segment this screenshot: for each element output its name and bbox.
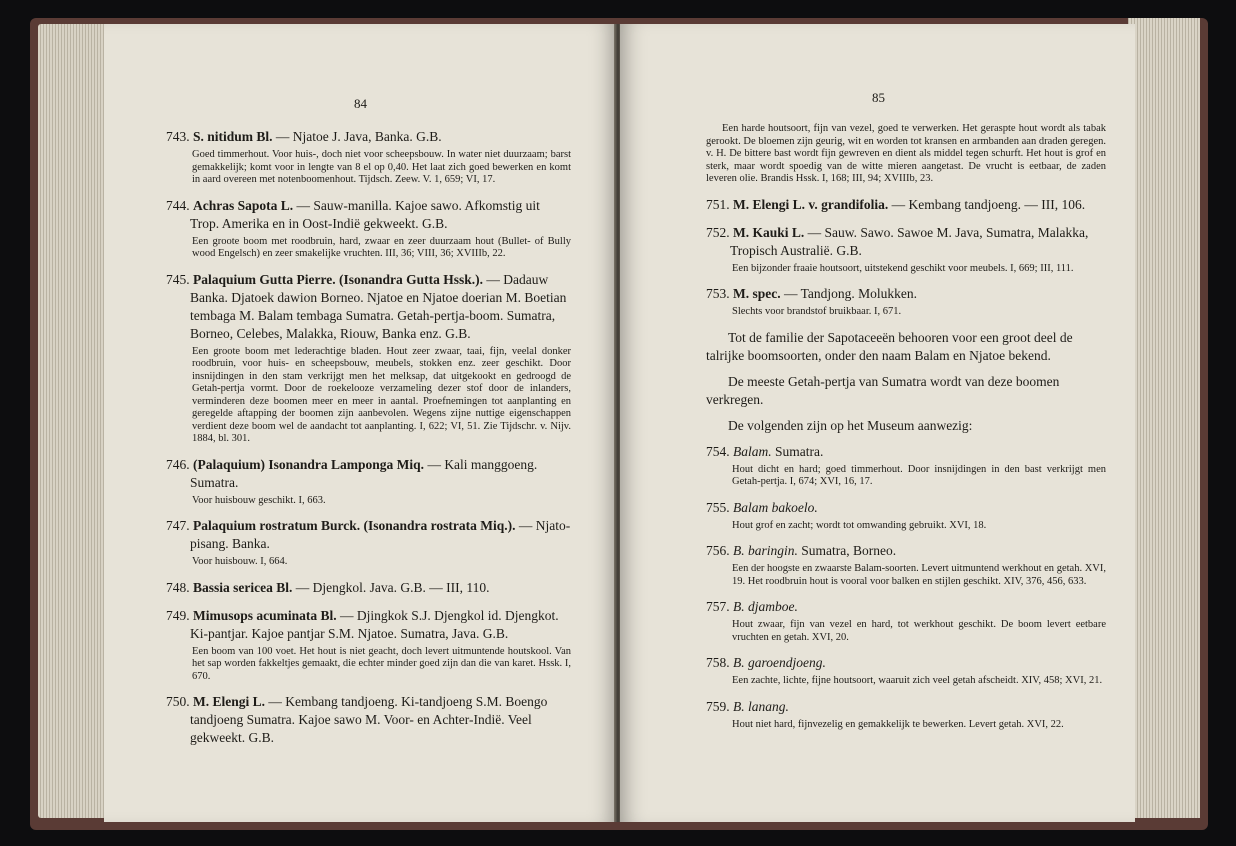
entry-note: Een boom van 100 voet. Het hout is niet geacht, doch levert uitmuntende houtskool. Van het sap worden fakkeltjes gemaakt, die echter minder goed zijn dan die van karet. Hssk. I, 670. <box>192 645 571 682</box>
entry-758: 758. B. garoendjoeng. Een zachte, lichte, fijne houtsoort, waaruit zich veel getah afscheidt. XIV, 458; XVI, 21. <box>706 654 1106 688</box>
entry-751: 751. M. Elengi L. v. grandifolia. — Kembang tandjoeng. — III, 106. <box>706 196 1086 212</box>
entry-note: Hout grof en zacht; wordt tot omwanding gebruikt. XVI, 18. <box>732 519 987 531</box>
continuation-text: Een harde houtsoort, fijn van vezel, goed te verwerken. Het geraspte hout wordt als tabak gerookt. De bloemen zijn geurig, wit en worden tot kransen en armbanden aan draden geregen. v. H. De bittere bast wordt fijn gewreven en dient als middel tegen schurft. Het hout is grof en sterk, maar wordt spoedig van de witte mieren aangetast. De vrucht is eetbaar, de zaden leveren olie. Brandis Hssk. I, 168; III, 94; XVIIIb, 23. <box>706 123 1106 184</box>
page-number-left: 84 <box>354 96 367 111</box>
entry-759: 759. B. lanang. Hout niet hard, fijnvezelig en gemakkelijk te bewerken. Levert getah. XVI, 22. <box>706 698 1106 732</box>
paragraph-museum: De volgenden zijn op het Museum aanwezig: <box>728 417 973 433</box>
left-page-content <box>166 128 571 757</box>
entry-note: Slechts voor brandstof bruikbaar. I, 671. <box>732 306 902 317</box>
entry-note: Voor huisbouw. I, 664. <box>192 556 288 567</box>
entry-note: Voor huisbouw geschikt. I, 663. <box>192 494 326 506</box>
page-edges-right <box>1128 18 1200 818</box>
entry-note: Hout zwaar, fijn van vezel en hard, tot werkhout geschikt. De boom levert eetbare vruchten en getah. XVI, 20. <box>732 619 1106 643</box>
entry-note: Goed timmerhout. Voor huis-, doch niet voor scheepsbouw. In water niet duurzaam; barst gemakkelijk; komt voor in lengte van 8 el op 0,40. Het laat zich goed bewerken en komt in aard overeen met notenboomenhout. Tijdsch. Zeew. V. 1, 659; VI, 17. <box>192 149 571 185</box>
entry-note: Een zachte, lichte, fijne houtsoort, waaruit zich veel getah afscheidt. XIV, 458; XVI, 21. <box>732 675 1103 686</box>
right-page-content <box>706 120 1106 741</box>
entry-755: 755. Balam bakoelo. Hout grof en zacht; wordt tot omwanding gebruikt. XVI, 18. <box>706 499 1106 533</box>
entry-752: 752. M. Kauki L. — Sauw. Sawo. Sawoe M. Java, Sumatra, Malakka, Tropisch Australië. G.B. Een bijzonder fraaie houtsoort, uitstekend geschikt voor meubels. I, 669; III, 111. <box>706 224 1106 276</box>
entry-note: Hout niet hard, fijnvezelig en gemakkelijk te bewerken. Levert getah. XVI, 22. <box>732 718 1064 730</box>
entry-note: Een groote boom met roodbruin, hard, zwaar en zeer duurzaam hout (Bullet- of Bully wood Engelsch) en zeer smakelijke vruchten. III, 36; VIII, 36; XVIIIb, 22. <box>192 235 571 259</box>
paragraph-family: Tot de familie der Sapotaceeën behooren voor een groot deel de talrijke boomsoorten, onder den naam Balam en Njatoe bekend. <box>706 329 1073 363</box>
page-number-right: 85 <box>872 90 885 105</box>
entry-748: 748. Bassia sericea Bl. — Djengkol. Java. G.B. — III, 110. <box>166 579 490 595</box>
entry-note: Een der hoogste en zwaarste Balam-soorten. Levert uitmuntend werkhout en getah. XVI, 19. Het roodbruin hout is vooral voor balken en stijlen geschikt. XIV, 376, 456, 633. <box>732 563 1106 587</box>
entry-757: 757. B. djamboe. Hout zwaar, fijn van vezel en hard, tot werkhout geschikt. De boom levert eetbare vruchten en getah. XVI, 20. <box>706 599 1106 643</box>
entry-note: Hout dicht en hard; goed timmerhout. Door insnijdingen in den bast verkrijgt men Getah-pertja. I, 674; XVI, 16, 17. <box>732 463 1106 487</box>
entry-753: 753. M. spec. — Tandjong. Molukken. Slechts voor brandstof bruikbaar. I, 671. <box>706 285 1106 319</box>
entry-746: 746. (Palaquium) Isonandra Lamponga Miq. — Kali manggoeng. Sumatra. Voor huisbouw geschikt. I, 663. <box>166 456 571 508</box>
entry-745: 745. Palaquium Gutta Pierre. (Isonandra Gutta Hssk.). — Dadauw Banka. Djatoek dawion Borneo. Njatoe en Njatoe doerian M. Boetian tembaga M. Balam tembaga Sumatra. Getah-pertja-boom. Sumatra, Borneo, Celebes, Malakka, Riouw, Banka enz. G.B. Een groote boom met lederachtige bladen. Hout zeer zwaar, taai, fijn, veelal donker roodbruin, voor huis- en scheepsbouw, meubels, stokken enz. zeer geschikt. Door insnijdingen in den stam verkrijgt men het melksap, dat uitgekookt en gedroogd de Getah-pertja vormt. Door de roekelooze verzameling dezer stof door de inlanders, verminderen deze boomen meer en meer in aantal. Proefnemingen tot aanplanting en geregelde aftapping der boomen zijn aanbevolen. Wegens zijne nuttige eigenschappen verdient deze boom wel de aandacht tot aanplanting. I, 622; VI, 51. Zie Tijdschr. v. Nijv. 1884, bl. 301. <box>166 271 571 444</box>
left-page <box>104 24 616 822</box>
entry-747: 747. Palaquium rostratum Burck. (Isonandra rostrata Miq.). — Njato-pisang. Banka. Voor huisbouw. I, 664. <box>166 518 571 567</box>
entry-743: 743. S. nitidum Bl. — Njatoe J. Java, Banka. G.B. Goed timmerhout. Voor huis-, doch niet voor scheepsbouw. In water niet duurzaam; barst gemakkelijk; komt voor in lengte van 8 el op 0,40. Het laat zich goed bewerken en komt in aard overeen met notenboomenhout. Tijdsch. Zeew. V. 1, 659; VI, 17. <box>166 129 571 185</box>
entry-756: 756. B. baringin. Sumatra, Borneo. Een der hoogste en zwaarste Balam-soorten. Levert uitmuntend werkhout en getah. XVI, 19. Het roodbruin hout is vooral voor balken en stijlen geschikt. XIV, 376, 456, 633. <box>706 543 1106 587</box>
entry-749: 749. Mimusops acuminata Bl. — Djingkok S.J. Djengkol id. Djengkot. Ki-pantjar. Kajoe pantjar S.M. Njatoe. Sumatra, Java. G.B. Een boom van 100 voet. Het hout is niet geacht, doch levert uitmuntende houtskool. Van het sap worden fakkeltjes gemaakt, die echter minder goed zijn dan die van karet. Hssk. I, 670. <box>166 607 571 682</box>
entry-754: 754. Balam. Sumatra. Hout dicht en hard; goed timmerhout. Door insnijdingen in den bast verkrijgt men Getah-pertja. I, 674; XVI, 16, 17. <box>706 443 1106 487</box>
right-page <box>620 24 1135 822</box>
paragraph-getah: De meeste Getah-pertja van Sumatra wordt van deze boomen verkregen. <box>706 373 1060 407</box>
entry-note: Een groote boom met lederachtige bladen. Hout zeer zwaar, taai, fijn, veelal donker roodbruin, voor huis- en scheepsbouw, meubels, stokken enz. zeer geschikt. Door insnijdingen in den stam verkrijgt men het melksap, dat uitgekookt en gedroogd de Getah-pertja vormt. Door de roekelooze verzameling dezer stof door de inlanders, verminderen deze boomen meer en meer in aantal. Proefnemingen tot aanplanting en geregelde aftapping der boomen zijn aanbevolen. Wegens zijne nuttige eigenschappen verdient deze boom wel de aandacht tot aanplanting. I, 622; VI, 51. Zie Tijdschr. v. Nijv. 1884, bl. 301. <box>192 345 571 444</box>
page-edges-left <box>38 24 112 818</box>
entry-744: 744. Achras Sapota L. — Sauw-manilla. Kajoe sawo. Afkomstig uit Trop. Amerika en in Oost-Indië gekweekt. G.B. Een groote boom met roodbruin, hard, zwaar en zeer duurzaam hout (Bullet- of Bully wood Engelsch) en zeer smakelijke vruchten. III, 36; VIII, 36; XVIIIb, 22. <box>166 197 571 259</box>
entry-750: 750. M. Elengi L. — Kembang tandjoeng. Ki-tandjoeng S.M. Boengo tandjoeng Sumatra. Kajoe sawo M. Voor- en Achter-Indië. Veel gekweekt. G.B. <box>166 694 548 745</box>
entry-note: Een bijzonder fraaie houtsoort, uitstekend geschikt voor meubels. I, 669; III, 111. <box>732 262 1074 274</box>
